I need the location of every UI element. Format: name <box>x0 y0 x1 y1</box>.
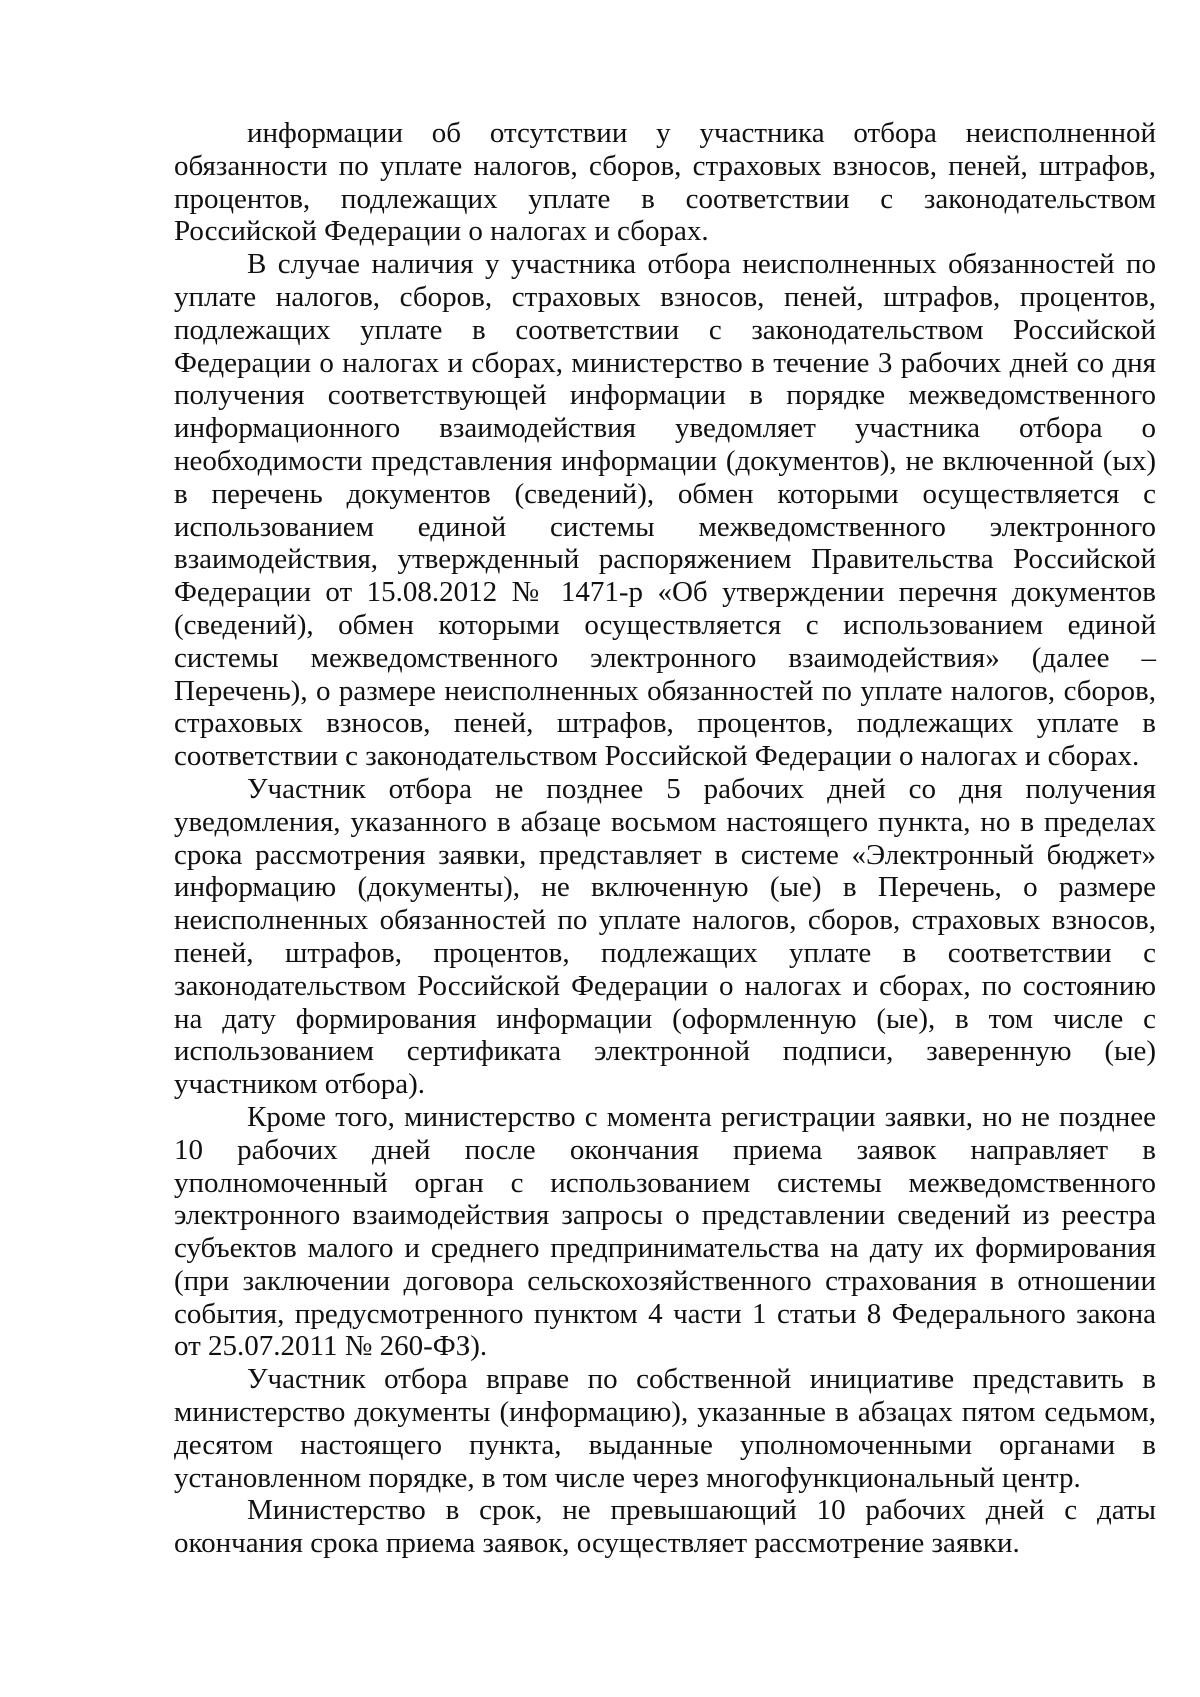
paragraph-continuation: информации об отсутствии у участника отбора неисполненной обязанности по уплате налогов, сборов, страховых взносов, пеней, штрафов, процентов, подлежащих уплате в соответствии с законодательством Российской Федерации о налогах и сборах. <box>174 117 1156 248</box>
paragraph-review-term: Министерство в срок, не превышающий 10 рабочих дней с даты окончания срока приема заявок, осуществляет рассмотрение заявки. <box>174 1494 1156 1560</box>
paragraph-ministry-requests: Кроме того, министерство с момента регистрации заявки, но не позднее 10 рабочих дней после окончания приема заявок направляет в уполномоченный орган с использованием системы межведомственного электронного взаимодействия запросы о представлении сведений из реестра субъектов малого и среднего предпринимательства на дату их формирования (при заключении договора сельскохозяйственного страхования в отношении события, предусмотренного пунктом 4 части 1 статьи 8 Федерального закона от 25.07.2011 № 260-ФЗ). <box>174 1100 1156 1363</box>
document-page <box>174 117 1156 1560</box>
paragraph-participant-submission: Участник отбора не позднее 5 рабочих дней со дня получения уведомления, указанного в абзаце восьмом настоящего пункта, но в пределах срока рассмотрения заявки, представляет в системе «Электронный бюджет» информацию (документы), не включенную (ые) в Перечень, о размере неисполненных обязанностей по уплате налогов, сборов, страховых взносов, пеней, штрафов, процентов, подлежащих уплате в соответствии с законодательством Российской Федерации о налогах и сборах, по состоянию на дату формирования информации (оформленную (ые), в том числе с использованием сертификата электронной подписи, заверенную (ые) участником отбора). <box>174 772 1156 1101</box>
paragraph-own-initiative: Участник отбора вправе по собственной инициативе представить в министерство документы (информацию), указанные в абзацах пятом седьмом, десятом настоящего пункта, выданные уполномоченными органами в установленном порядке, в том числе через многофункциональный центр. <box>174 1363 1156 1494</box>
paragraph-tax-obligations-notice: В случае наличия у участника отбора неисполненных обязанностей по уплате налогов, сборов, страховых взносов, пеней, штрафов, процентов, подлежащих уплате в соответствии с законодательством Российской Федерации о налогах и сборах, министерство в течение 3 рабочих дней со дня получения соответствующей информации в порядке межведомственного информационного взаимодействия уведомляет участника отбора о необходимости представления информации (документов), не включенной (ых) в перечень документов (сведений), обмен которыми осуществляется с использованием единой системы межведомственного электронного взаимодействия, утвержденный распоряжением Правительства Российской Федерации от 15.08.2012 № 1471-р «Об утверждении перечня документов (сведений), обмен которыми осуществляется с использованием единой системы межведомственного электронного взаимодействия» (далее – Перечень), о размере неисполненных обязанностей по уплате налогов, сборов, страховых взносов, пеней, штрафов, процентов, подлежащих уплате в соответствии с законодательством Российской Федерации о налогах и сборах. <box>174 248 1156 773</box>
